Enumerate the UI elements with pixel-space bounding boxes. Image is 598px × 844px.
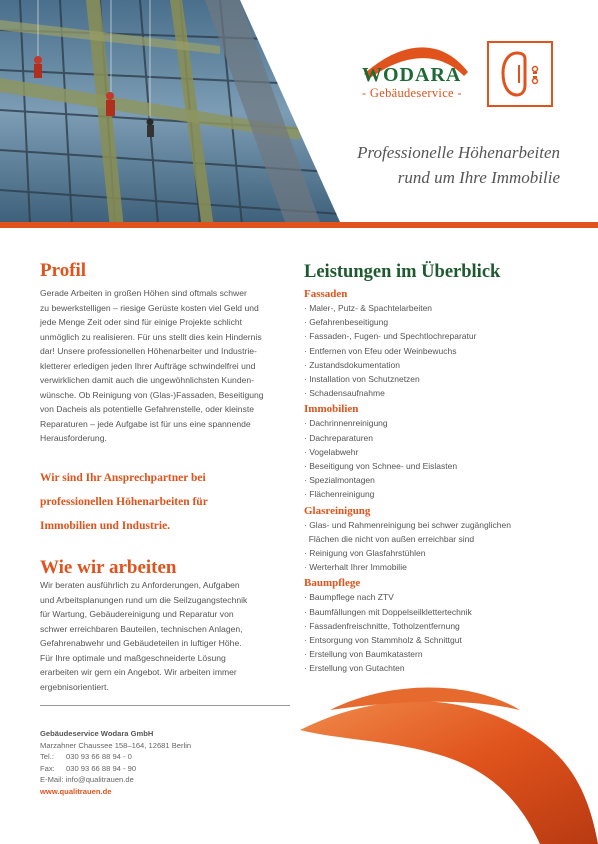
list-item: · Entfernen von Efeu oder Weinbewuchs xyxy=(304,345,457,356)
category-list-baumpflege xyxy=(304,590,564,675)
callout-line: Immobilien und Industrie. xyxy=(40,520,171,532)
tagline-line2: rund um Ihre Immobilie xyxy=(397,168,560,187)
wie-heading: Wie wir arbeiten xyxy=(40,557,177,578)
list-item: Flächen die nicht von außen erreichbar sind xyxy=(304,533,475,544)
leistungen-heading: Leistungen im Überblick xyxy=(304,262,501,282)
contact-address: Marzahner Chaussee 158–164, 12681 Berlin xyxy=(40,740,192,750)
wie-line: Wir beraten ausführlich zu Anforderungen, Aufgaben xyxy=(40,580,240,590)
fax-label: Fax: xyxy=(40,763,55,773)
tagline-line1: Professionelle Höhenarbeiten xyxy=(357,143,560,162)
list-item: · Glas- und Rahmenreinigung bei schwer zugänglichen xyxy=(304,519,511,530)
profil-line: zu bewerkstelligen – riesige Gerüste kosten viel Geld und xyxy=(40,302,259,313)
callout xyxy=(40,466,290,538)
list-item: · Werterhalt Ihrer Immobilie xyxy=(304,562,407,573)
category-title-fassaden: Fassaden xyxy=(304,288,348,300)
callout-line: Wir sind Ihr Ansprechpartner bei xyxy=(40,472,206,484)
carabiner-logo-icon xyxy=(487,41,553,107)
fax-value: 030 93 66 88 94 - 90 xyxy=(66,763,137,773)
profil-line: wünsche. Ob Reinigung von (Glas-)Fassaden, Beseitigung xyxy=(40,389,264,400)
tagline xyxy=(320,140,560,190)
list-item: · Zustandsdokumentation xyxy=(304,359,400,370)
list-item: · Fassadenfreischnitte, Totholzentfernung xyxy=(304,620,460,631)
wie-line: Gefahrenabwehr und Gebäudeteilen in luftiger Höhe. xyxy=(40,638,242,648)
category-list-fassaden xyxy=(304,301,564,400)
category-list-immobilien xyxy=(304,416,564,501)
profil-line: von Dacheis als potentielle Gefahrenstelle, oder kleinste xyxy=(40,404,255,414)
list-item: · Reinigung von Glasfahrstühlen xyxy=(304,548,426,559)
wie-line: Für Ihre optimale und maßgeschneiderte Lösung xyxy=(40,652,226,663)
wie-line: und Arbeitsplanungen rund um die Seilzugangstechnik xyxy=(40,594,248,605)
wie-line: ergebnisorientiert. xyxy=(40,681,109,692)
profil-heading: Profil xyxy=(40,260,87,281)
profil-line: Reparaturen – jede Aufgabe ist für uns eine spannende xyxy=(40,418,251,429)
list-item: · Erstellung von Gutachten xyxy=(304,663,405,674)
profil-section xyxy=(40,260,285,446)
list-item: · Baumfällungen mit Doppelseilklettertechnik xyxy=(304,606,472,617)
profil-line: verwirklichen damit auch die ungewöhnlichsten Kunden- xyxy=(40,375,255,385)
category-title-immobilien: Immobilien xyxy=(304,403,359,416)
header-accent-bar xyxy=(0,222,598,228)
list-item: · Spezialmontagen xyxy=(304,475,375,486)
profil-line: unmöglich zu realisieren. Für uns stellt dies kein Hindernis xyxy=(40,331,262,342)
brand-name: WODARA xyxy=(362,64,462,86)
wie-line: für Wartung, Gebäudereinigung und Reparatur von xyxy=(40,609,234,619)
list-item: · Gefahrenbeseitigung xyxy=(304,317,389,328)
wie-text xyxy=(40,578,290,694)
list-item: · Installation von Schutznetzen xyxy=(304,374,420,385)
list-item: · Maler-, Putz- & Spachtelarbeiten xyxy=(304,303,433,313)
list-item: · Dachreparaturen xyxy=(304,432,373,443)
profil-line: Herausforderung. xyxy=(40,433,107,443)
list-item: · Vogelabwehr xyxy=(304,446,359,457)
wie-section xyxy=(40,578,290,694)
list-item: · Fassaden-, Fugen- und Spechtlochreparatur xyxy=(304,331,477,342)
tel-label: Tel.: xyxy=(40,752,54,761)
list-item: · Entsorgung von Stammholz & Schnittgut xyxy=(304,635,462,646)
decorative-swoosh xyxy=(0,680,598,844)
callout-line: professionellen Höhenarbeiten für xyxy=(40,496,208,508)
profil-line: jede Menge Zeit oder sind für einige Projekte schlicht xyxy=(40,317,243,327)
list-item: · Baumpflege nach ZTV xyxy=(304,592,394,603)
brand-subtitle: - Gebäudeservice - xyxy=(362,86,462,100)
wie-line: erarbeiten wir gern ein Angebot. Wir arbeiten immer xyxy=(40,667,237,677)
category-title-glasreinigung: Glasreinigung xyxy=(304,504,371,517)
contact-email[interactable]: E-Mail: info@qualitrauen.de xyxy=(40,775,134,784)
category-list-glasreinigung xyxy=(304,518,564,575)
list-item: · Flächenreinigung xyxy=(304,489,375,500)
profil-line: Gerade Arbeiten in großen Höhen sind oftmals schwer xyxy=(40,288,247,298)
list-item: · Beseitigung von Schnee- und Eislasten xyxy=(304,461,458,472)
list-item: · Dachrinnenreinigung xyxy=(304,418,388,429)
list-item: · Schadensaufnahme xyxy=(304,388,385,399)
hero-photo xyxy=(0,0,598,225)
leistungen-section xyxy=(304,261,564,676)
wie-line: schwer erreichbaren Bauteilen, technischen Anlagen, xyxy=(40,623,243,634)
profil-line: kletterer erledigen jeden Ihrer Aufträge schwindelfrei und xyxy=(40,360,256,371)
tel-value: 030 93 66 88 94 - 0 xyxy=(66,752,132,761)
list-item: · Erstellung von Baumkatastern xyxy=(304,649,423,660)
profil-line: dar! Unsere professionellen Höhenarbeiter und Industrie- xyxy=(40,346,257,356)
category-title-baumpflege: Baumpflege xyxy=(304,577,361,590)
contact-company: Gebäudeservice Wodara GmbH xyxy=(40,729,154,738)
profil-text xyxy=(40,286,285,446)
contact-website-link[interactable]: www.qualitrauen.de xyxy=(40,786,112,796)
